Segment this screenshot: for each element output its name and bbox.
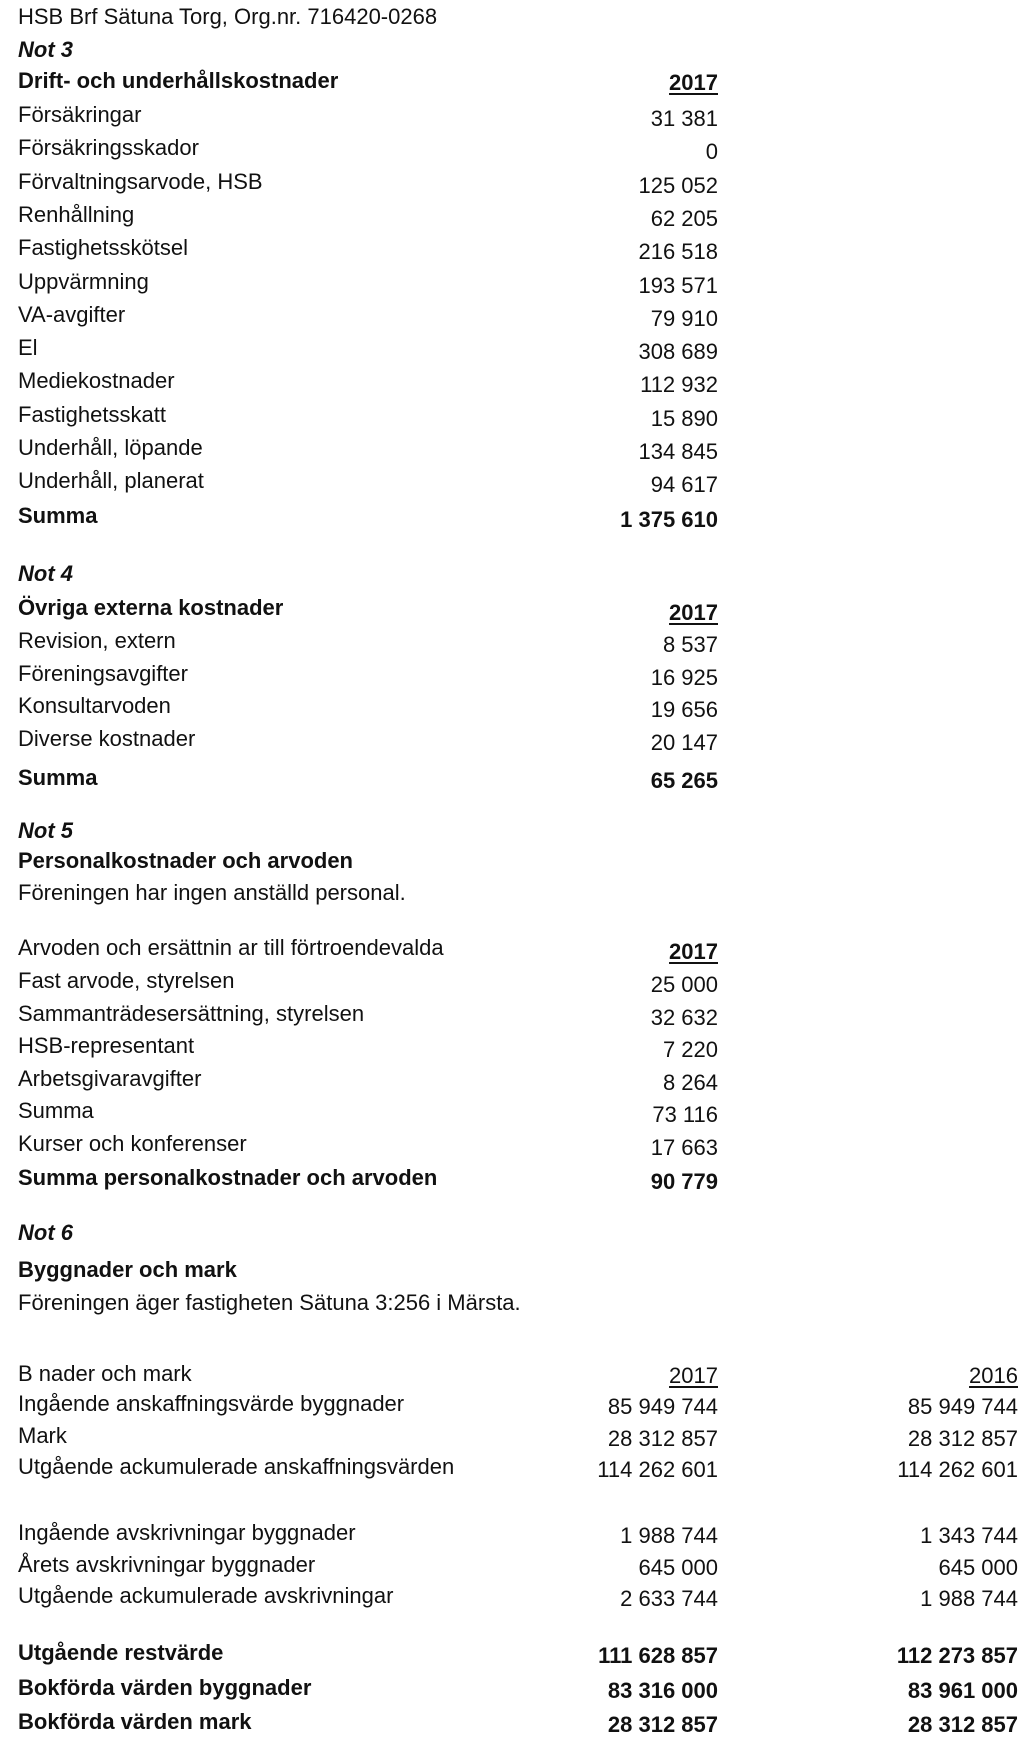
row-label: VA-avgifter	[18, 301, 126, 327]
row-value-2016: 28 312 857	[907, 1425, 1018, 1451]
row-value-2016: 1 343 744	[920, 1523, 1018, 1548]
note-6-subheading: B nader och mark	[18, 1361, 192, 1386]
row-value-2017: 85 949 744	[607, 1394, 718, 1419]
note-3-label: Not 3	[18, 37, 73, 62]
note-4-heading: Övriga externa kostnader	[18, 595, 284, 620]
note-6-label: Not 6	[18, 1220, 73, 1245]
row-label: Ingående anskaffningsvärde byggnader	[18, 1391, 405, 1416]
note-6-text: Föreningen äger fastigheten Sätuna 3:256 i Märsta.	[18, 1290, 521, 1315]
row-label: Fast arvode, styrelsen	[18, 968, 235, 993]
row-value-2016: 1 988 744	[920, 1586, 1018, 1611]
note-6-year-2017: 2017	[669, 1363, 718, 1388]
row-label: Underhåll, löpande	[18, 435, 203, 460]
row-label: Ingående avskrivningar byggnader	[18, 1520, 356, 1545]
row-value: 73 116	[652, 1102, 718, 1127]
note-4-label: Not 4	[18, 561, 73, 586]
note-5-text: Föreningen har ingen anställd personal.	[18, 880, 406, 905]
row-value-2017: 1 988 744	[620, 1523, 718, 1548]
row-value: 193 571	[638, 272, 718, 298]
row-label: Diverse kostnader	[18, 725, 196, 751]
row-label: HSB-representant	[18, 1033, 195, 1058]
note-4-year: 2017	[669, 600, 718, 625]
row-value: 8 537	[662, 632, 718, 657]
row-value-2017: 83 316 000	[607, 1677, 718, 1703]
note-5-heading: Personalkostnader och arvoden	[18, 848, 353, 873]
row-value: 25 000	[650, 972, 718, 997]
row-value: 94 617	[650, 472, 718, 498]
row-label: Utgående ackumulerade anskaffningsvärden	[18, 1454, 455, 1479]
note-4-sum-value: 65 265	[650, 768, 718, 793]
note-5-label: Not 5	[18, 818, 73, 843]
row-label: Årets avskrivningar byggnader	[18, 1551, 316, 1577]
row-label: Försäkringar	[18, 102, 142, 127]
row-label: Arbetsgivaravgifter	[18, 1065, 202, 1091]
note-3-sum-label: Summa	[18, 503, 98, 528]
row-value: 16 925	[650, 664, 718, 690]
row-value: 17 663	[650, 1134, 718, 1160]
row-label: Konsultarvoden	[18, 693, 171, 718]
row-value: 125 052	[638, 172, 718, 198]
row-value: 62 205	[650, 205, 718, 231]
row-value-2017: 28 312 857	[607, 1712, 718, 1737]
note-3-sum-value: 1 375 610	[620, 507, 718, 532]
row-value-2016: 28 312 857	[907, 1712, 1018, 1737]
row-value: 32 632	[650, 1004, 718, 1030]
row-label: Revision, extern	[18, 628, 176, 653]
row-value-2016: 645 000	[938, 1554, 1018, 1580]
note-4-sum-label: Summa	[18, 765, 98, 790]
row-value: 216 518	[638, 239, 718, 265]
note-5-subheading: Arvoden och ersättnin ar till förtroendevalda	[18, 935, 444, 960]
row-value: 7 220	[662, 1037, 718, 1062]
note-5-year: 2017	[669, 939, 718, 964]
row-value-2017: 2 633 744	[620, 1586, 718, 1611]
row-label: Föreningsavgifter	[18, 660, 188, 686]
row-value: 15 890	[650, 405, 718, 431]
row-label: Renhållning	[18, 201, 135, 227]
row-value-2016: 85 949 744	[907, 1394, 1018, 1419]
row-label: Summa	[18, 1098, 94, 1123]
row-value: 8 264	[662, 1069, 718, 1095]
row-label: Bokförda värden byggnader	[18, 1674, 312, 1700]
row-label: Mediekostnader	[18, 368, 175, 394]
row-label: Försäkringsskador	[18, 135, 199, 161]
note-6-year-2016: 2016	[969, 1363, 1018, 1388]
row-value-2016: 83 961 000	[907, 1677, 1018, 1703]
note-5-sum-label: Summa personalkostnader och arvoden	[18, 1165, 438, 1190]
row-value: 20 147	[650, 729, 718, 755]
row-value: 308 689	[638, 339, 718, 365]
note-3-year: 2017	[669, 70, 718, 95]
row-label: Bokförda värden mark	[18, 1709, 252, 1734]
row-value-2016: 114 262 601	[897, 1457, 1018, 1482]
row-value-2017: 28 312 857	[607, 1425, 718, 1451]
row-label: Fastighetsskötsel	[18, 235, 188, 261]
row-label: Kurser och konferenser	[18, 1130, 247, 1156]
row-value: 134 845	[638, 439, 718, 464]
row-value: 31 381	[650, 106, 718, 131]
row-value: 79 910	[650, 305, 718, 331]
note-5-sum-value: 90 779	[650, 1169, 718, 1194]
row-label: Mark	[18, 1422, 67, 1448]
row-label: Uppvärmning	[18, 268, 149, 294]
row-value-2017: 645 000	[638, 1554, 718, 1580]
row-label: Förvaltningsarvode, HSB	[18, 168, 263, 194]
row-value: 0	[705, 139, 718, 165]
row-value: 19 656	[650, 697, 718, 722]
row-value-2016: 112 273 857	[896, 1643, 1018, 1668]
row-label: Fastighetsskatt	[18, 401, 166, 427]
row-label: Underhåll, planerat	[18, 468, 204, 494]
note-3-heading: Drift- och underhållskostnader	[18, 68, 339, 93]
row-label: Utgående ackumulerade avskrivningar	[18, 1583, 394, 1608]
note-6-heading: Byggnader och mark	[18, 1257, 237, 1282]
row-label: Sammanträdesersättning, styrelsen	[18, 1000, 365, 1026]
row-label: El	[18, 335, 38, 361]
row-value: 112 932	[640, 372, 718, 398]
document-header: HSB Brf Sätuna Torg, Org.nr. 716420-0268	[18, 4, 438, 29]
row-value-2017: 114 262 601	[597, 1457, 718, 1482]
row-value-2017: 111 628 857	[598, 1643, 718, 1668]
row-label: Utgående restvärde	[18, 1640, 224, 1665]
